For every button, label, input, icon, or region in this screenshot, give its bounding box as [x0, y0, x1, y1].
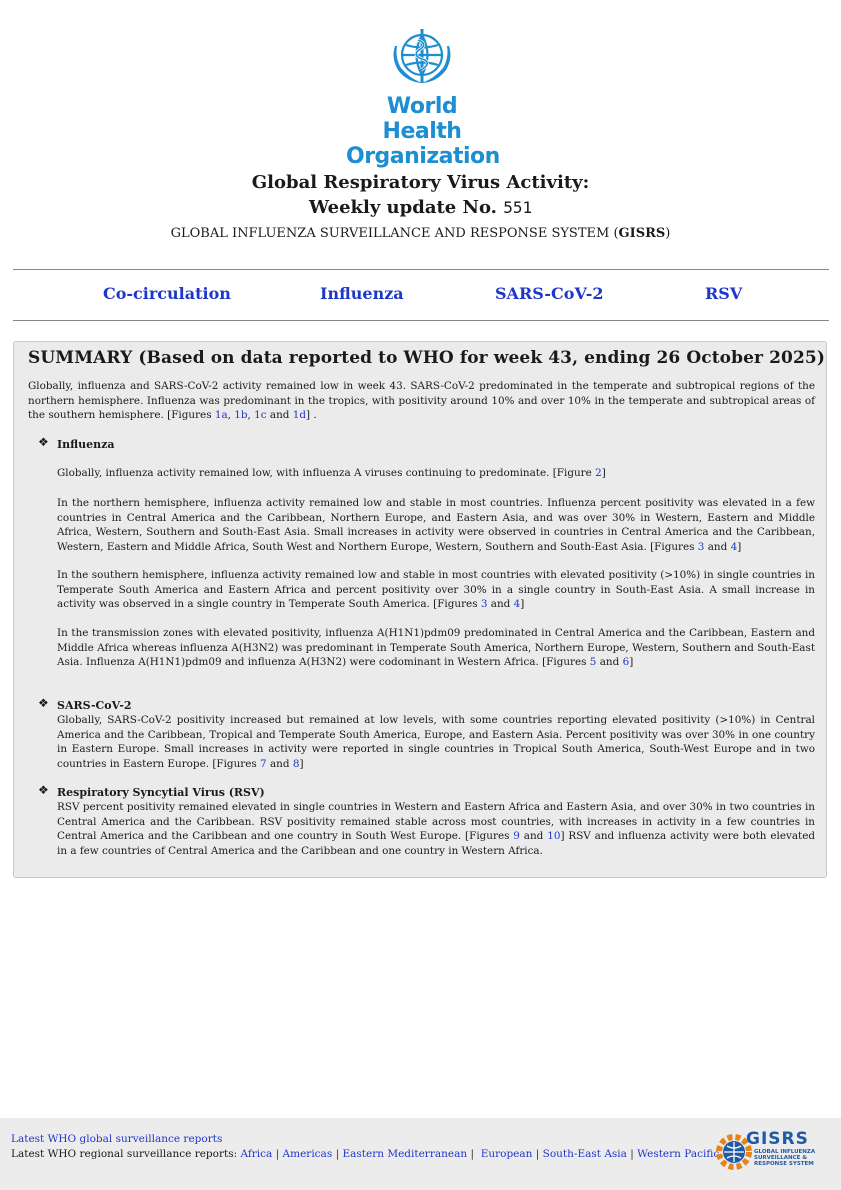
summary-box [13, 341, 827, 878]
diamond-bullet-icon: ❖ [38, 783, 49, 797]
global-reports-link[interactable]: Latest WHO global surveillance reports [11, 1133, 223, 1145]
gisrs-logo-text: GISRS [746, 1129, 809, 1149]
bracket: ] [601, 467, 606, 479]
nav-co-circulation[interactable]: Co-circulation [103, 284, 231, 303]
nav-sars-cov-2[interactable]: SARS-CoV-2 [495, 284, 604, 303]
link-fig-6[interactable]: 6 [622, 656, 630, 669]
diamond-bullet-icon: ❖ [38, 435, 49, 449]
link-fig-3[interactable]: 3 [480, 598, 488, 611]
gisrs-sub3: RESPONSE SYSTEM [754, 1161, 814, 1167]
update-number: 551 [503, 198, 533, 217]
title-line1: Global Respiratory Virus Activity: [251, 172, 590, 193]
rsv-heading: Respiratory Syncytial Virus (RSV) [57, 786, 265, 799]
divider-bottom [13, 320, 829, 321]
link-fig-8[interactable]: 8 [292, 757, 300, 770]
and-word: and [599, 656, 620, 669]
link-fig-5[interactable]: 5 [589, 656, 597, 669]
link-fig-3[interactable]: 3 [697, 540, 705, 553]
org-name-line1: World Health [382, 94, 462, 144]
and-word: and [707, 540, 728, 553]
link-fig-4[interactable]: 4 [513, 598, 521, 611]
bracket: ] [629, 656, 634, 669]
footer [0, 1118, 841, 1190]
and-word: and [523, 830, 544, 843]
gisrs-logo-subtext [754, 1149, 815, 1167]
influenza-p4 [57, 626, 815, 670]
bracket: ] [520, 598, 525, 611]
page-subtitle [0, 226, 841, 241]
link-fig-4[interactable]: 4 [730, 540, 738, 553]
bracket: ] [299, 757, 304, 770]
region-link-south-east-asia[interactable]: South-East Asia [542, 1148, 627, 1160]
summary-title: SUMMARY (Based on data reported to WHO for week 43, ending 26 October 2025) [28, 348, 825, 368]
link-fig-1a[interactable]: 1a [214, 409, 228, 422]
gisrs-logo [712, 1127, 822, 1177]
section-nav [13, 284, 829, 304]
region-link-americas[interactable]: Americas [282, 1148, 333, 1160]
link-fig-1c[interactable]: 1c [254, 409, 267, 422]
link-fig-1b[interactable]: 1b [234, 409, 248, 422]
nav-rsv[interactable]: RSV [705, 284, 743, 303]
divider-top [13, 269, 829, 270]
link-fig-9[interactable]: 9 [513, 830, 520, 843]
influenza-p2 [57, 496, 815, 554]
gisrs-sub1: GLOBAL INFLUENZA [754, 1149, 816, 1155]
nav-influenza[interactable]: Influenza [320, 284, 404, 303]
and-word: and [269, 409, 290, 422]
region-link-eastern-mediterranean[interactable]: Eastern Mediterranean [342, 1148, 468, 1160]
influenza-p2-text: In the northern hemisphere, influenza activity remained low and stable in most countries. Influenza percent positivity was elevated in a few countries in Central America and the Caribbean, Northern Europe, and Eastern Asia, and was over 30% in Western, Eastern and Middle Africa, Western, Southern and South-East Asia. Small increases in activity were observed in countries in Central America and the Caribbean, Western, Eastern and Middle Africa, South West and Northern Europe, Western, Southern and South-East Asia. [Figures [57, 497, 815, 553]
region-link-africa[interactable]: Africa [240, 1148, 273, 1160]
diamond-bullet-icon: ❖ [38, 696, 49, 710]
subtitle-prefix: GLOBAL INFLUENZA SURVEILLANCE AND RESPONSE SYSTEM ( [170, 226, 619, 241]
influenza-p3-text: In the southern hemisphere, influenza activity remained low and stable in most countries with elevated positivity (>10%) in single countries in Temperate South America and Eastern Africa and percent positivity over 30% in a single country in South-East Asia. A small increase in activity was observed in a single country in Temperate South America. [Figures [57, 569, 815, 611]
sars-body: Globally, SARS-CoV-2 positivity increased but remained at low levels, with some countries reporting elevated positivity (>10%) in Central America and the Caribbean, Tropical and Temperate South America, Europe, and Eastern Asia. Percent positivity was over 30% in one country in Eastern Europe. Small increases in activity were reported in single countries in Tropical South America, South-West Europe and in two countries in Eastern Europe. [Figures [57, 714, 815, 770]
region-link-european[interactable]: European [480, 1148, 533, 1160]
bracket: ] [737, 540, 742, 553]
title-prefix: Weekly update No. [308, 197, 497, 218]
regional-reports: Latest WHO regional surveillance reports: Africa | Americas | Eastern Mediterranean | European | South-East Asia | Western Pacific [11, 1148, 720, 1160]
influenza-p3 [57, 568, 815, 612]
rsv-body-end: ] RSV and influenza activity were both elevated in a few countries of Central America and the Caribbean and one country in Western Africa. [57, 830, 816, 857]
sars-heading: SARS-CoV-2 [57, 699, 132, 712]
rsv-text [57, 800, 815, 858]
page-title [0, 170, 841, 220]
and-word: and [269, 757, 290, 770]
sars-text [57, 713, 815, 771]
link-fig-10[interactable]: 10 [547, 830, 561, 843]
link-fig-1d[interactable]: 1d [292, 409, 306, 422]
link-fig-2[interactable]: 2 [595, 467, 602, 479]
subtitle-bold: GISRS [618, 226, 666, 241]
org-name-line2: Organization [346, 144, 500, 169]
intro-end: ] . [306, 409, 317, 422]
regional-label: Latest WHO regional surveillance reports: [11, 1148, 238, 1160]
and-word: and [490, 598, 511, 611]
influenza-heading: Influenza [57, 438, 115, 451]
rsv-body: RSV percent positivity remained elevated in single countries in Western and Eastern Africa and Eastern Asia, and over 30% in two countries in Central America and the Caribbean. RSV positivity remained stable across most countries, with increases in activity in a few countries in Central America and the Caribbean and one country in South West Europe. [Figures [57, 801, 815, 843]
who-logo [346, 26, 498, 169]
subtitle-suffix: ) [665, 226, 671, 241]
title-line2 [0, 195, 841, 220]
influenza-p4-text: In the transmission zones with elevated positivity, influenza A(H1N1)pdm09 predominated in Central America and the Caribbean, Eastern and Middle Africa whereas influenza A(H3N2) was predominant in Temperate South America, Northern Europe, Western, Southern and South-East Asia. Influenza A(H1N1)pdm09 and influenza A(H3N2) were codominant in Western Africa. [Figures [57, 627, 815, 669]
influenza-p1 [57, 466, 815, 481]
region-link-western-pacific[interactable]: Western Pacific [637, 1148, 720, 1160]
gisrs-sub2: SURVEILLANCE & [754, 1155, 808, 1161]
summary-intro: Globally, influenza and SARS-CoV-2 activity remained low in week 43. SARS-CoV-2 predominated in the temperate and subtropical regions of the northern hemisphere. Influenza was predominant in the tropics, with positivity around 10% and over 10% in the temperate and subtropical areas of the southern hemisphere. [Figures 1a, 1b, 1c and 1d] . [28, 380, 815, 422]
intro-text: Globally, influenza and SARS-CoV-2 activity remained low in week 43. SARS-CoV-2 predominated in the temperate and subtropical regions of the northern hemisphere. Influenza was predominant in the tropics, with positivity around 10% and over 10% in the temperate and subtropical areas of the southern hemisphere. [Figures [28, 380, 815, 422]
influenza-p1-text: Globally, influenza activity remained low, with influenza A viruses continuing to predominate. [Figure [57, 467, 596, 479]
link-fig-7[interactable]: 7 [260, 757, 267, 770]
who-emblem-icon [389, 26, 455, 88]
